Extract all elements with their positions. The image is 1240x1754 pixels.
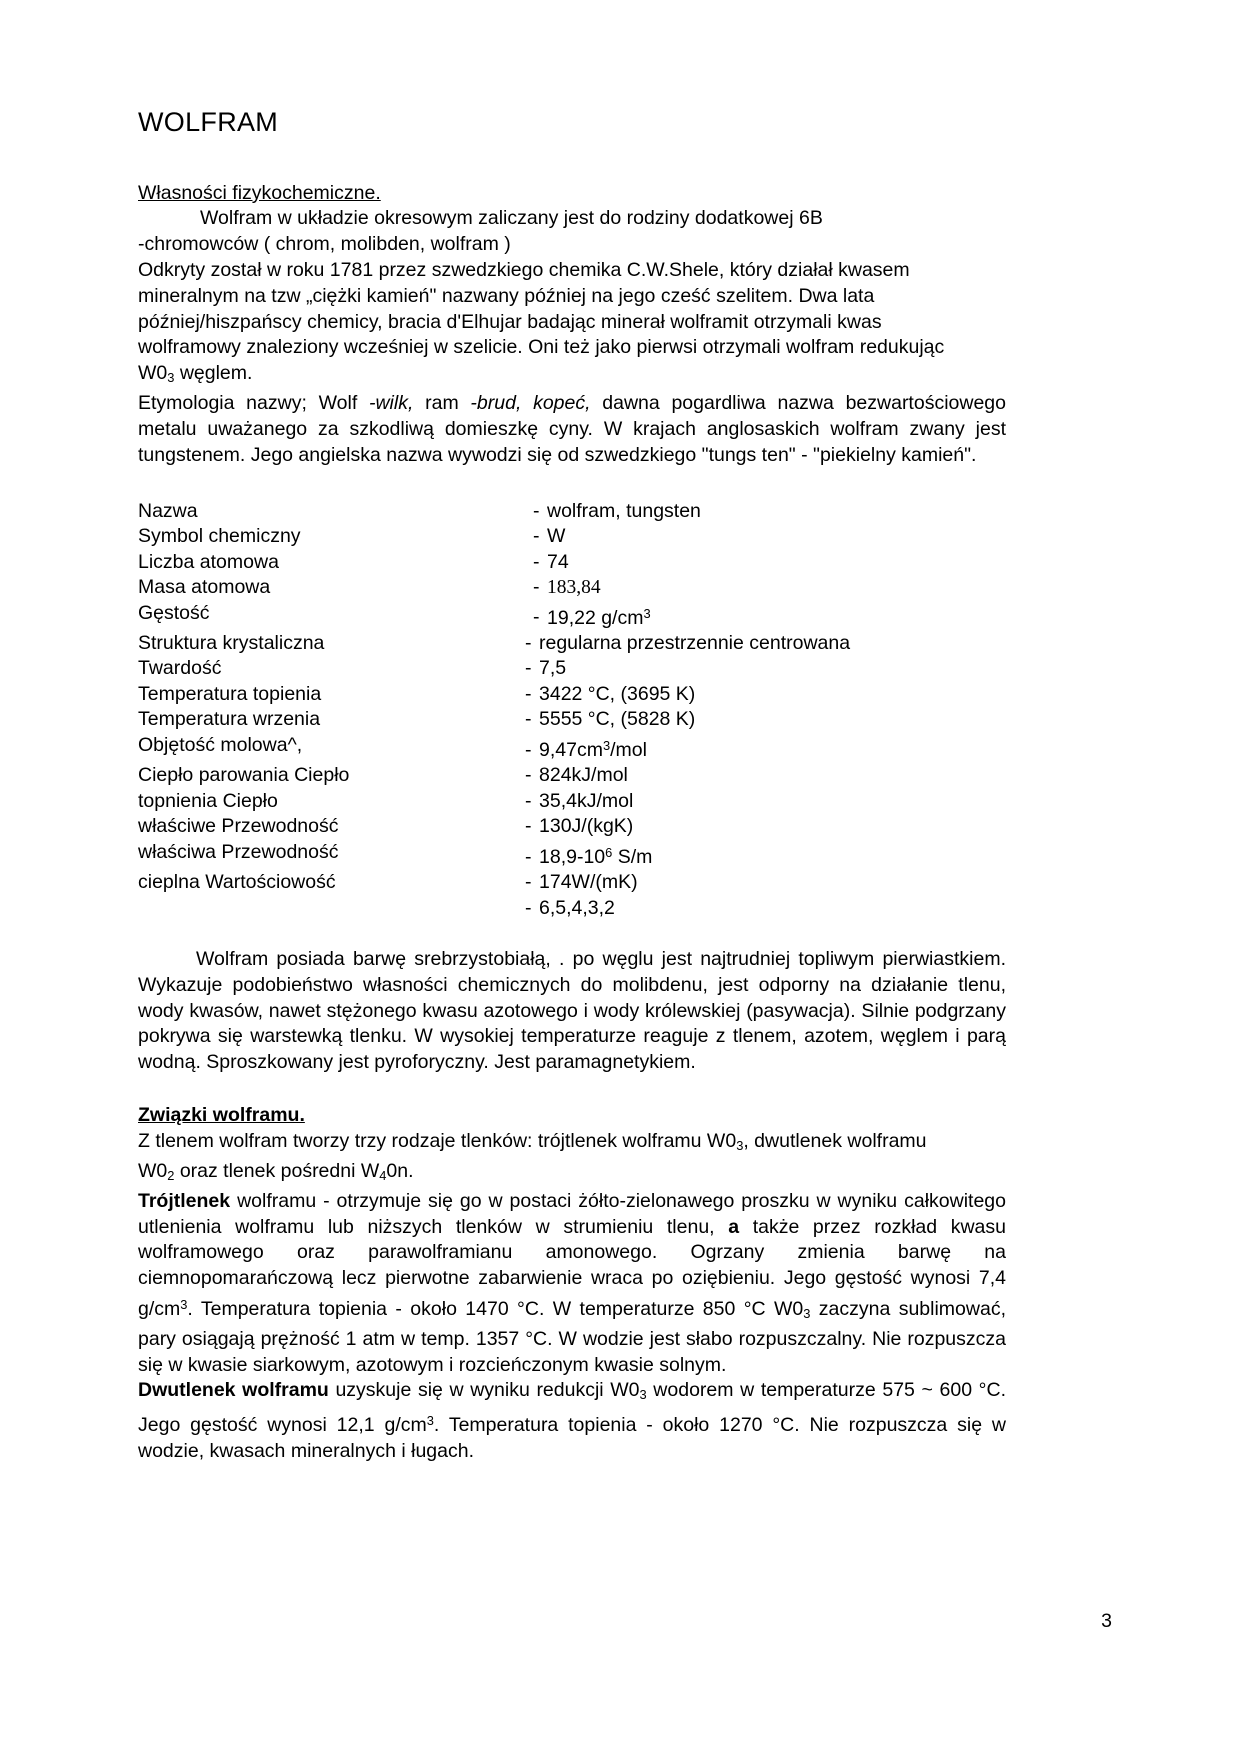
property-value: [525, 763, 1006, 789]
dioxide-paragraph: [138, 1378, 1006, 1464]
dioxide-term: Dwutlenek wolframu: [138, 1379, 329, 1402]
property-label: Liczba atomowa: [138, 550, 279, 573]
value-dash: -: [525, 738, 532, 761]
dioxide-text-c: . Temperatura topienia - około 1270 °C. Nie rozpuszcza się w wodzie, kwasach mineralnych i ługach.: [138, 1414, 1006, 1462]
discovery-line-3: [138, 310, 1006, 336]
table-row: [138, 814, 1006, 840]
discovery-text-2: mineralnym na tzw „ciężki kamień" nazwany później na jego cześć szelitem. Dwa lata: [138, 284, 875, 307]
property-value: [525, 840, 1006, 870]
trioxide-paragraph: [138, 1189, 1006, 1379]
spacer: [138, 921, 1006, 947]
physchem-heading-line: [138, 180, 1006, 207]
value-dash: -: [533, 576, 540, 599]
property-value-text: 183,84: [547, 577, 601, 599]
page-title: WOLFRAM: [138, 107, 279, 137]
property-value: [525, 814, 1006, 840]
property-value: [530, 499, 1006, 525]
table-row: [138, 499, 1006, 525]
oxides-subscript-3: 3: [736, 1137, 744, 1153]
property-label: Twardość: [138, 657, 222, 680]
properties-table-body: [138, 499, 1006, 921]
property-label: Nazwa: [138, 499, 198, 522]
description-text-lead: Wolfram posiada barwę srebrzystobiałą, . po węglu jest najtrudniej topliwym: [196, 948, 875, 970]
oxides-text-2a: W0: [138, 1159, 168, 1182]
discovery-text-4: wolframowy znaleziony wcześniej w szelicie. Oni też jako pierwsi otrzymali wolfram redukując: [138, 336, 945, 359]
property-label: [138, 896, 530, 922]
spacer: [138, 1076, 1006, 1102]
property-value-superscript: 3: [602, 737, 611, 753]
intro-paragraph-1: [138, 206, 1006, 232]
value-dash: -: [525, 896, 532, 919]
oxides-line-1: [138, 1129, 1006, 1159]
property-label: Temperatura topienia: [138, 682, 322, 705]
discovery-text-3: później/hiszpańscy chemicy, bracia d'Elhujar badając minerał wolframit otrzymali kwas: [138, 310, 882, 333]
etymology-text-pre: Etymologia nazwy; Wolf: [138, 392, 369, 415]
trioxide-bold-a: a: [728, 1215, 740, 1238]
value-dash: -: [525, 815, 532, 838]
oxides-text-2c: 0n.: [386, 1159, 414, 1182]
table-row: [138, 896, 1006, 922]
oxides-text-1b: , dwutlenek wolframu: [743, 1129, 927, 1152]
property-value-superscript: 3: [643, 605, 651, 621]
property-value-text: wolfram, tungsten: [547, 499, 701, 522]
property-value-text: 3422 °C, (3695 K): [539, 682, 696, 705]
property-value-text: 6,5,4,3,2: [539, 896, 615, 919]
dioxide-superscript-3: 3: [426, 1413, 434, 1429]
property-label: cieplna Wartościowość: [138, 871, 336, 893]
etymology-paragraph: [138, 391, 1006, 468]
table-row: [138, 631, 1006, 657]
section-heading-compounds: Związki wolframu.: [138, 1103, 305, 1126]
table-row: [138, 601, 1006, 631]
oxides-subscript-4: 4: [379, 1167, 387, 1183]
property-value: [525, 707, 1006, 733]
property-label: Struktura krystaliczna: [138, 631, 325, 654]
section-heading-physchem: Własności fizykochemiczne.: [138, 181, 381, 204]
property-value-text: regularna przestrzennie centrowana: [539, 631, 851, 654]
dioxide-text-a: uzyskuje się w wyniku redukcji W0: [328, 1379, 640, 1402]
property-value-text: W: [547, 525, 566, 548]
property-value: [525, 656, 1006, 682]
etymology-text-post: dawna pogardliwa nazwa bezwartościowego metalu uważanego za szkodliwą domieszkę cyny. W krajach anglosaskich wolfram zwany jest tungstenem. Jego angielska nazwa wywodzi się od szwedzkiego "tungs ten" - "piekielny kamień".: [138, 392, 1006, 466]
discovery-line-5: [138, 361, 1006, 391]
property-value-superscript: 6: [605, 844, 613, 860]
description-paragraph: [138, 947, 1006, 1076]
property-label: Gęstość: [138, 601, 210, 624]
table-row: [138, 656, 1006, 682]
property-label: Objętość molowa^,: [138, 733, 303, 756]
property-value-text-post: S/m: [612, 845, 653, 868]
oxide-formula-base: W0: [138, 362, 168, 385]
property-value: [530, 601, 1006, 631]
property-value-text: 824kJ/mol: [539, 764, 628, 787]
property-value-text: 35,4kJ/mol: [539, 789, 634, 812]
intro-paragraph-1b: [138, 232, 1006, 258]
value-dash: -: [525, 631, 532, 654]
property-value: [525, 631, 1006, 657]
property-value-text: 130J/(kgK): [539, 815, 634, 838]
oxides-line-2: [138, 1159, 1006, 1189]
discovery-line-4: [138, 335, 1006, 361]
property-value-text: 19,22 g/cm: [547, 606, 644, 629]
oxides-text-1a: Z tlenem wolfram tworzy trzy rodzaje tlenków: trójtlenek wolframu W0: [138, 1129, 737, 1152]
trioxide-term: Trójtlenek: [138, 1189, 231, 1212]
etymology-italic-2: -brud, kopeć,: [470, 392, 591, 415]
property-value-text: 174W/(mK): [539, 871, 638, 893]
property-value: [525, 733, 1006, 763]
property-value: [525, 682, 1006, 708]
description-text-rest: pierwiastkiem. Wykazuje podobieństwo własności chemicznych do molibdenu, jest odporny na działanie tlenu, wody kwasów, nawet stężonego kwasu azotowego i wody królewskiej (pasywacja). Silnie podgrzany pokrywa się warstewką tlenku. W wysokiej temperaturze reaguje z tlenem, azotem, węglem i parą wodną. Sproszkowany jest pyroforyczny. Jest paramagnetykiem.: [138, 948, 1006, 1074]
property-value: [530, 524, 1006, 550]
trioxide-superscript-3: 3: [180, 1296, 188, 1312]
value-dash: -: [533, 499, 540, 522]
property-label: właściwa Przewodność: [138, 840, 339, 863]
trioxide-text-a: wolframu - otrzymuje się go w postaci żółto-zielonawego proszku w wyniku całkowitego utlenienia wolframu lub niższych tlenków w strumieniu tlenu,: [138, 1189, 1006, 1238]
value-dash: -: [525, 682, 532, 705]
property-value-text: 18,9-10: [539, 845, 606, 868]
property-label: Temperatura wrzenia: [138, 708, 321, 731]
property-value: [525, 789, 1006, 815]
property-value: [530, 575, 1006, 601]
oxide-formula-subscript: 3: [167, 370, 175, 386]
oxides-text-2b: oraz tlenek pośredni W: [174, 1159, 380, 1182]
property-label: Ciepło parowania Ciepło: [138, 764, 350, 787]
oxides-subscript-2: 2: [167, 1167, 175, 1183]
property-label: topnienia Ciepło: [138, 789, 278, 812]
table-row: [138, 707, 1006, 733]
page-content: [138, 108, 1006, 1465]
dioxide-text-b: wodorem w temperaturze 575 ~ 600 °C. Jego gęstość wynosi 12,1 g/cm: [138, 1379, 1006, 1437]
value-dash: -: [533, 525, 540, 548]
table-row: [138, 733, 1006, 763]
trioxide-subscript-3: 3: [803, 1305, 811, 1321]
property-value-text: 7,5: [539, 657, 567, 680]
value-dash: -: [533, 550, 540, 573]
property-value-text: 9,47cm: [539, 738, 603, 761]
value-dash: -: [525, 845, 532, 868]
value-dash: -: [533, 606, 540, 629]
value-dash: -: [525, 871, 532, 893]
property-value: [525, 870, 1006, 896]
property-value: [530, 550, 1006, 576]
trioxide-text-b: także przez rozkład kwasu wolframowego oraz parawolframianu amonowego. Ogrzany zmienia barwę na ciemnopomarańczową lecz pierwotne zabarwienie wraca po oziębieniu. Jego gęstość wynosi 7,4 g/cm: [138, 1215, 1006, 1320]
property-label: Masa atomowa: [138, 576, 271, 599]
property-value-text: 74: [547, 550, 569, 573]
table-row: [138, 789, 1006, 815]
intro-line-1: Wolfram w układzie okresowym zaliczany jest do rodziny dodatkowej 6B: [200, 207, 823, 230]
intro-line-2: -chromowców ( chrom, molibden, wolfram ): [138, 233, 511, 256]
discovery-text-1: Odkryty został w roku 1781 przez szwedzkiego chemika C.W.Shele, który działał kwasem: [138, 259, 910, 282]
discovery-text-5: węglem.: [174, 362, 253, 385]
table-row: [138, 550, 1006, 576]
property-value-text: 5555 °C, (5828 K): [539, 708, 696, 731]
discovery-line-1: [138, 258, 1006, 284]
etymology-italic-1: -wilk,: [368, 392, 414, 415]
discovery-line-2: [138, 284, 1006, 310]
table-row: [138, 524, 1006, 550]
value-dash: -: [525, 764, 532, 787]
table-row: [138, 763, 1006, 789]
property-value: [525, 896, 1006, 922]
compounds-heading-line: [138, 1102, 1006, 1129]
property-value-text-post: /mol: [610, 738, 647, 761]
dioxide-subscript-3: 3: [639, 1387, 647, 1403]
trioxide-text-c: . Temperatura topienia - około 1470 °C. W temperaturze 850 °C W0: [187, 1297, 804, 1320]
table-row: [138, 575, 1006, 601]
value-dash: -: [525, 789, 532, 812]
etymology-text-mid: ram: [413, 392, 471, 415]
value-dash: -: [525, 657, 532, 680]
properties-table: [138, 499, 1006, 921]
trioxide-text-d: zaczyna sublimować, pary osiągają prężność 1 atm w temp. 1357 °C. W wodzie jest słabo rozpuszczalny. Nie rozpuszcza się w kwasie siarkowym, azotowym i rozcieńczonym kwasie solnym.: [138, 1297, 1006, 1376]
table-row: [138, 682, 1006, 708]
property-label: właściwe Przewodność: [138, 815, 339, 838]
table-row: [138, 840, 1006, 870]
property-label: Symbol chemiczny: [138, 525, 301, 548]
value-dash: -: [525, 708, 532, 731]
table-row: [138, 870, 1006, 896]
page-number: 3: [1101, 1610, 1112, 1632]
